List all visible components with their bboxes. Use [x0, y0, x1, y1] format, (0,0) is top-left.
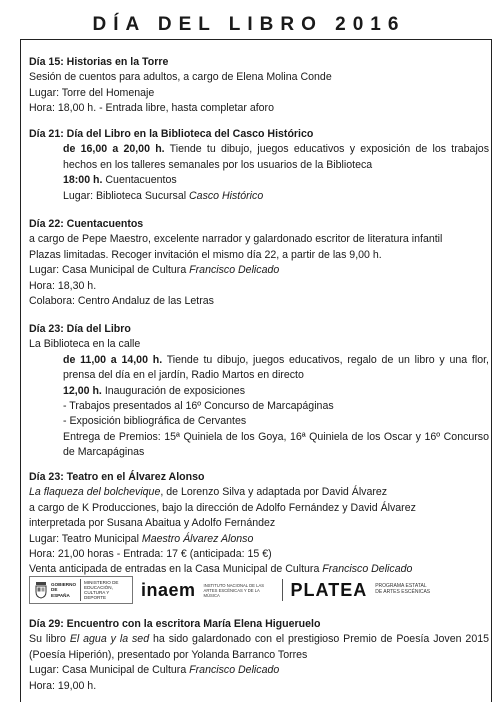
schedule-text: Tiende tu dibujo, juegos educativos, regalo de un libro y una flor, prensa del día en el jardín, Radio Martos en directo — [63, 353, 489, 382]
time-label: 18:00 h. — [63, 174, 103, 187]
logo-divider — [80, 579, 81, 601]
page-title: DÍA DEL LIBRO 2016 — [92, 14, 406, 35]
title-divider — [20, 39, 492, 40]
event-heading: Día 23: Teatro en el Álvarez Alonso — [29, 471, 205, 483]
event-place — [29, 663, 489, 678]
sponsor-logos — [29, 574, 489, 606]
play-title-line — [29, 485, 489, 500]
right-border — [491, 39, 492, 702]
event-heading: Día 21: Día del Libro en la Biblioteca del Casco Histórico — [29, 128, 314, 140]
place-name: Francisco Delicado — [189, 664, 280, 677]
description-rest: ha sido galardonado con el prestigioso Premio de Poesía Joven 2015 (Poesía Hiperión), presentado por Yolanda Barranco Torres — [29, 633, 489, 661]
exhibition-item: - Exposición bibliográfica de Cervantes — [63, 415, 247, 428]
logo-divider — [282, 579, 283, 601]
event-description: a cargo de Pepe Maestro, excelente narrador y galardonado escritor de literatura infantil — [29, 233, 443, 246]
ticket-sale-place: Francisco Delicado — [322, 563, 413, 576]
platea-subtitle: PROGRAMA ESTATAL DE ARTES ESCÉNICAS — [375, 583, 431, 595]
play-author: , de Lorenzo Silva y adaptada por David Álvarez — [160, 486, 388, 499]
place-label: Lugar: Teatro Municipal — [29, 532, 142, 545]
event-description — [29, 632, 489, 663]
event-place — [29, 532, 489, 547]
event-day-23-theatre — [29, 470, 489, 578]
place-label: Lugar: Biblioteca Sucursal — [63, 189, 190, 202]
left-border — [20, 39, 21, 702]
event-place — [29, 263, 489, 278]
awards-text: Entrega de Premios: 15ª Quiniela de los Goya, 16ª Quiniela de los Oscar y 16º Concurso de Marcapáginas — [63, 430, 489, 459]
inaem-subtitle: INSTITUTO NACIONAL DE LAS ARTES ESCÉNICAS Y DE LA MÚSICA — [203, 582, 265, 598]
government-label: GOBIERNO DE ESPAÑA — [51, 582, 77, 598]
event-heading: Día 23: Día del Libro — [29, 323, 131, 335]
event-notice: Plazas limitadas. Recoger invitación el mismo día 22, a partir de las 9,00 h. — [29, 248, 382, 261]
event-time-price: Hora: 21,00 horas - Entrada: 17 € (anticipada: 15 €) — [29, 548, 272, 561]
event-schedule-2 — [29, 384, 489, 399]
book-title: El agua y la sed — [69, 633, 150, 646]
event-subtitle: La Biblioteca en la calle — [29, 338, 141, 351]
event-description: Sesión de cuentos para adultos, a cargo de Elena Molina Conde — [29, 71, 332, 84]
platea-logo: PLATEA — [290, 579, 368, 600]
schedule-text: Inauguración de exposiciones — [101, 384, 245, 397]
event-time: Hora: 19,00 h. — [29, 679, 97, 692]
event-place — [29, 189, 489, 204]
description-start: Su libro — [29, 633, 70, 646]
event-schedule-1 — [29, 142, 489, 173]
time-label: de 16,00 a 20,00 h. — [63, 143, 165, 156]
event-heading: Día 15: Historias en la Torre — [29, 56, 169, 68]
schedule-text: Cuentacuentos — [102, 174, 177, 187]
event-cast: interpretada por Susana Abaitua y Adolfo Fernández — [29, 517, 276, 530]
event-day-29 — [29, 617, 489, 694]
event-day-15 — [29, 55, 489, 117]
event-production: a cargo de K Producciones, bajo la dirección de Adolfo Fernández y David Álvarez — [29, 501, 416, 514]
place-label: Lugar: Casa Municipal de Cultura — [29, 664, 190, 677]
event-day-22 — [29, 217, 489, 309]
schedule-text: Tiende tu dibujo, juegos educativos y exposición de los trabajos hechos en los talleres semanales por los usuarios de la Biblioteca — [63, 143, 489, 171]
event-heading: Día 22: Cuentacuentos — [29, 218, 144, 230]
ministry-label: MINISTERIO DE EDUCACIÓN, CULTURA Y DEPORTE — [84, 579, 119, 601]
event-heading: Día 29: Encuentro con la escritora María Elena Higueruelo — [29, 618, 321, 630]
place-name: Casco Histórico — [189, 189, 264, 202]
event-time: Hora: 18,00 h. - Entrada libre, hasta completar aforo — [29, 102, 274, 115]
event-time: Hora: 18,30 h. — [29, 279, 97, 292]
coat-of-arms-icon — [34, 581, 48, 599]
time-label: 12,00 h. — [63, 384, 102, 397]
time-label: de 11,00 a 14,00 h. — [63, 353, 163, 366]
place-label: Lugar: Casa Municipal de Cultura — [29, 264, 190, 277]
event-day-23 — [29, 322, 489, 461]
inaem-logo: inaem — [141, 579, 196, 600]
event-collaborator: Colabora: Centro Andaluz de las Letras — [29, 295, 214, 308]
event-schedule-1 — [29, 353, 489, 384]
event-day-21 — [29, 127, 489, 204]
play-title: La flaqueza del bolchevique — [29, 486, 161, 499]
place-name: Maestro Álvarez Alonso — [141, 532, 254, 545]
event-schedule-2 — [29, 173, 489, 188]
ministry-logo — [29, 576, 133, 604]
exhibition-item: - Trabajos presentados al 16º Concurso de Marcapáginas — [63, 400, 334, 413]
event-place: Lugar: Torre del Homenaje — [29, 86, 155, 99]
ticket-sale-label: Venta anticipada de entradas en la Casa Municipal de Cultura — [29, 563, 323, 576]
place-name: Francisco Delicado — [189, 264, 280, 277]
